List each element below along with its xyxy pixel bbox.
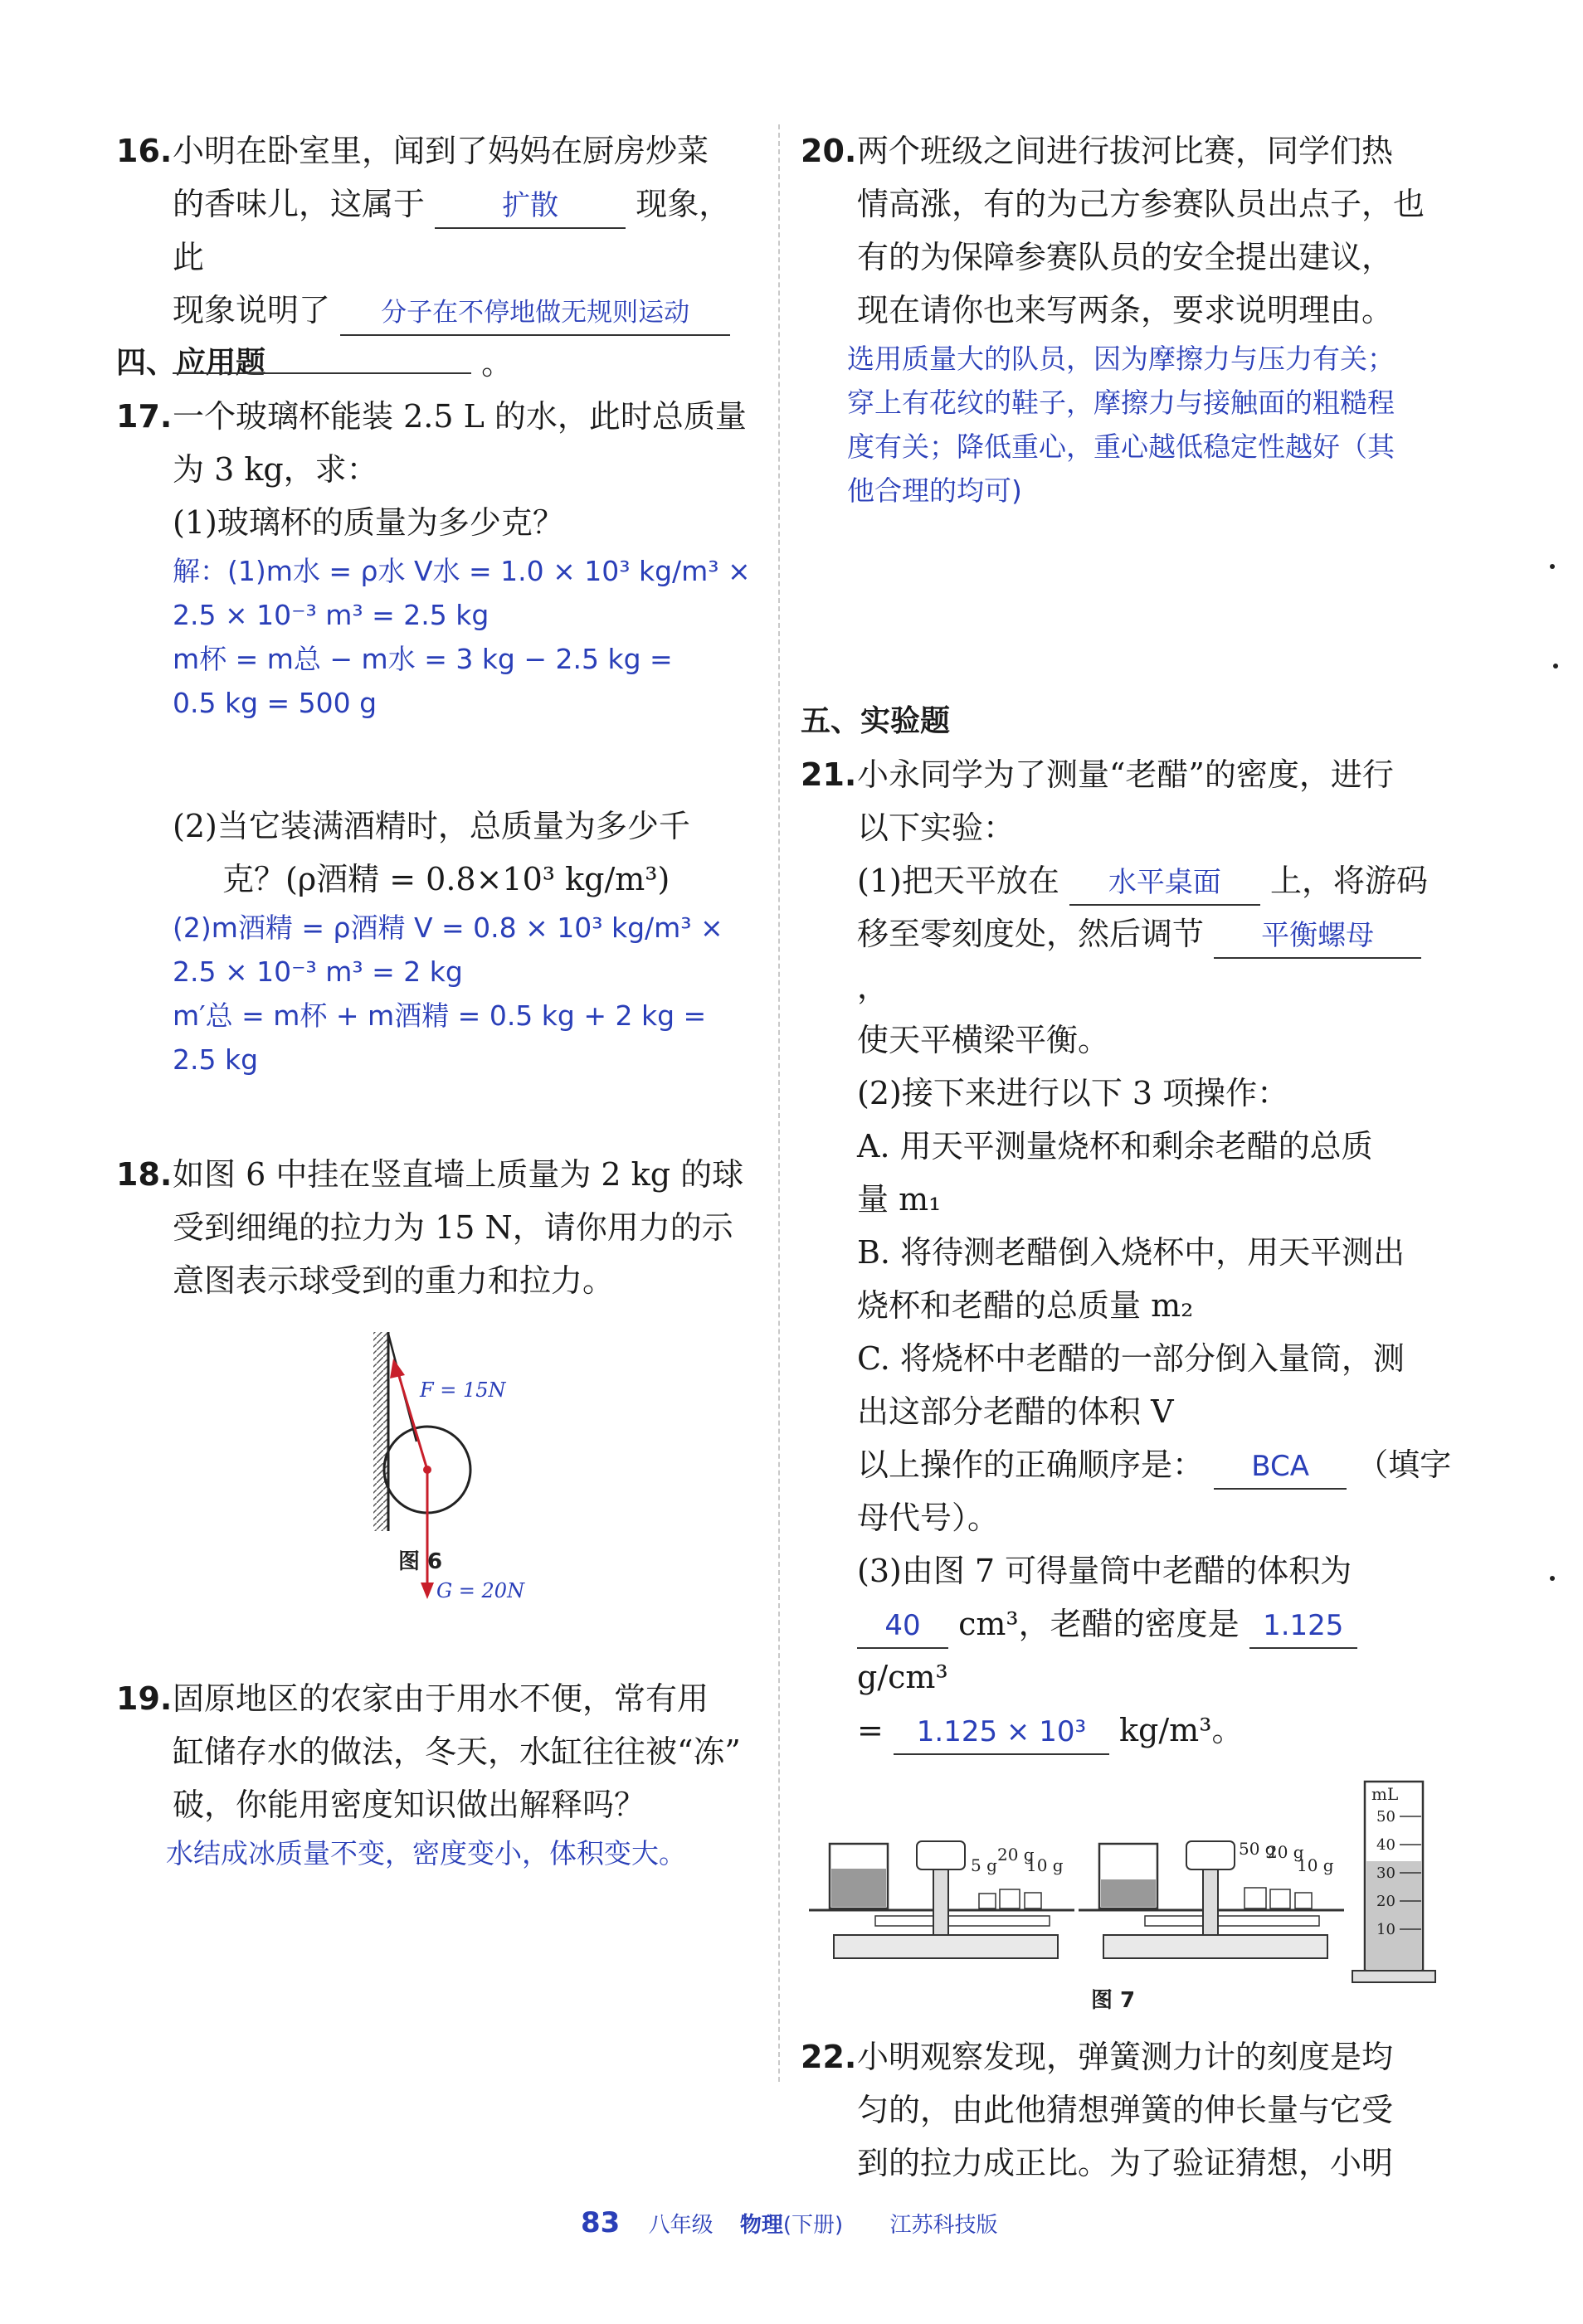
question-text: [173, 177, 755, 284]
weight: [1000, 1889, 1020, 1908]
question-text: 使天平横梁平衡。: [857, 1022, 1110, 1058]
balance-2: [1079, 1839, 1344, 1958]
question-text: [173, 337, 755, 390]
question-text: 小永同学为了测量“老醋”的密度，进行: [857, 756, 1394, 793]
figure-7-diagram: [801, 1773, 1456, 2014]
question-text: [857, 1438, 1456, 1491]
question-number: 20.: [801, 133, 857, 169]
answer-blank: BCA: [1214, 1445, 1347, 1490]
question-number: 19.: [116, 1680, 173, 1717]
question-text: （填字: [1357, 1446, 1452, 1483]
question-text: 母代号）。: [857, 1500, 1000, 1536]
footer-grade: 八年级: [648, 2213, 714, 2238]
question-22: [801, 2030, 1456, 2190]
weight: [1025, 1893, 1041, 1908]
question-text: 情高涨，有的为己方参赛队员出点子，也: [857, 186, 1425, 222]
force-g-label: G = 20N: [436, 1579, 525, 1602]
footer-subject-name: 物理: [739, 2213, 783, 2238]
footer-subject: [740, 2213, 863, 2238]
footer-volume: (下册): [782, 2213, 844, 2238]
question-20: [801, 124, 1456, 513]
balance-indicator: [917, 1841, 965, 1869]
answer-line: 2.5 × 10⁻³ m³ = 2.5 kg: [173, 599, 490, 631]
answer-blank: 1.125: [1249, 1604, 1357, 1649]
section-heading: 五、实验题: [801, 704, 951, 738]
balance-indicator: [1186, 1841, 1235, 1869]
footer-publisher: 江苏科技版: [889, 2213, 998, 2238]
question-text: 以上操作的正确顺序是：: [857, 1446, 1205, 1483]
center-point: [423, 1466, 431, 1474]
answer-blank: 扩散: [435, 184, 626, 229]
balance-base: [834, 1935, 1058, 1958]
answer-text: 水结成冰质量不变，密度变小，体积变大。: [166, 1837, 686, 1869]
page-number: 83: [581, 2206, 621, 2239]
answer-line: m杯 = m总 − m水 = 3 kg − 2.5 kg =: [173, 643, 673, 675]
balance-pillar: [933, 1865, 948, 1935]
question-part: 克？(ρ酒精 = 0.8×10³ kg/m³): [222, 861, 670, 897]
question-text: 为 3 kg，求：: [173, 451, 378, 488]
question-number: 16.: [116, 133, 173, 169]
question-part: (2)当它装满酒精时，总质量为多少千: [173, 808, 690, 844]
answer-blank: 40: [857, 1604, 948, 1649]
force-f-arrowhead: [390, 1359, 405, 1378]
balance-pillar: [1203, 1865, 1218, 1935]
question-text: 现象说明了: [173, 292, 331, 328]
question-text: 上，将游码: [1270, 863, 1429, 899]
question-text: 匀的，由此他猜想弹簧的伸长量与它受: [857, 2092, 1394, 2128]
section-heading: 四、应用题: [116, 346, 266, 380]
answer-block-2: [173, 906, 755, 1082]
question-text: [173, 284, 755, 337]
question-text: 以下实验：: [857, 810, 1016, 846]
question-text: g/cm³: [857, 1659, 948, 1695]
force-f-label: F = 15N: [420, 1378, 506, 1402]
weight-label: 5 g: [971, 1855, 997, 1875]
question-text: 破，你能用密度知识做出解释吗？: [173, 1787, 646, 1823]
answer-line: 选用质量大的队员，因为摩擦力与压力有关；: [847, 343, 1395, 375]
question-text: 意图表示球受到的重力和拉力。: [173, 1262, 615, 1299]
answer-line: 他合理的均可): [847, 474, 1022, 507]
question-21: [801, 748, 1456, 2014]
question-number: 18.: [116, 1156, 173, 1193]
question-part: (1)玻璃杯的质量为多少克？: [173, 504, 564, 541]
question-text: [857, 854, 1456, 907]
answer-line: 2.5 kg: [173, 1043, 259, 1076]
question-number: 17.: [116, 398, 173, 435]
figure-6-label: 图 6: [398, 1549, 443, 1574]
question-text: (2)接下来进行以下 3 项操作：: [857, 1075, 1289, 1111]
balance-1: [809, 1841, 1074, 1958]
question-text: (1)把天平放在: [857, 863, 1059, 899]
column-divider: [778, 124, 780, 2082]
cylinder-tick-label: 10: [1376, 1921, 1395, 1938]
answer-line: 度有关；降低重心，重心越低稳定性越好（其: [847, 430, 1395, 463]
question-text: 小明观察发现，弹簧测力计的刻度是均: [857, 2039, 1394, 2075]
question-text: 固原地区的农家由于用水不便，常有用: [173, 1680, 709, 1717]
weight-label: 10 g: [1297, 1855, 1334, 1875]
left-column: [116, 124, 755, 1875]
weight: [979, 1894, 996, 1908]
weight-label: 10 g: [1026, 1855, 1064, 1875]
question-text: (3)由图 7 可得量筒中老醋的体积为: [857, 1553, 1352, 1589]
question-text: 缸储存水的做法，冬天，水缸往往被“冻”: [173, 1733, 741, 1770]
cylinder-foot: [1352, 1971, 1435, 1982]
answer-blank: 分子在不停地做无规则运动: [340, 291, 730, 336]
question-text: 现象，此: [173, 186, 731, 275]
beaker-liquid: [831, 1869, 886, 1907]
weight: [1295, 1893, 1312, 1908]
weight: [1244, 1888, 1266, 1908]
question-text: [857, 1597, 1456, 1704]
question-text: 受到细绳的拉力为 15 N，请你用力的示: [173, 1209, 733, 1246]
answer-blank-empty: [173, 372, 471, 374]
answer-blank: 平衡螺母: [1214, 914, 1421, 959]
cylinder-tick-label: 30: [1376, 1865, 1395, 1882]
question-text: =: [857, 1712, 884, 1748]
option-text: C. 将烧杯中老醋的一部分倒入量筒，测: [857, 1340, 1405, 1377]
question-text: cm³，老醋的密度是: [958, 1606, 1240, 1642]
question-text: [857, 1704, 1456, 1757]
question-text: 移至零刻度处，然后调节: [857, 916, 1205, 952]
question-text: ，: [857, 969, 889, 1005]
option-text: A. 用天平测量烧杯和剩余老醋的总质: [857, 1128, 1373, 1164]
question-text: 如图 6 中挂在竖直墙上质量为 2 kg 的球: [173, 1156, 744, 1193]
answer-line: (2)m酒精 = ρ酒精 V = 0.8 × 10³ kg/m³ ×: [173, 912, 723, 944]
page-footer: [581, 2206, 1017, 2239]
question-text: 小明在卧室里，闻到了妈妈在厨房炒菜: [173, 133, 709, 169]
force-g-arrowhead: [421, 1583, 434, 1599]
question-text: 有的为保障参赛队员的安全提出建议，: [857, 239, 1394, 275]
balance-scale-bar: [1145, 1916, 1319, 1926]
answer-block: [801, 337, 1456, 513]
question-18: [116, 1148, 755, 1622]
figure-6-diagram: [357, 1324, 622, 1622]
answer-blank: 水平桌面: [1069, 861, 1260, 906]
question-text: kg/m³。: [1119, 1712, 1244, 1748]
cylinder-tick-label: 50: [1376, 1808, 1395, 1826]
right-column: [801, 124, 1456, 2190]
answer-blank: 1.125 × 10³: [894, 1710, 1109, 1755]
answer-block-1: [173, 549, 755, 725]
page-mark: [1550, 564, 1555, 569]
page-mark: [1553, 664, 1558, 669]
option-text: B. 将待测老醋倒入烧杯中，用天平测出: [857, 1234, 1405, 1271]
wall-hatching: [373, 1332, 388, 1531]
weight: [1270, 1889, 1290, 1908]
balance-scale-bar: [875, 1916, 1050, 1926]
answer-line: 2.5 × 10⁻³ m³ = 2 kg: [173, 955, 463, 988]
weight-label: 20 g: [1267, 1842, 1304, 1862]
option-text: 烧杯和老醋的总质量 m₂: [857, 1287, 1194, 1324]
question-text: [857, 907, 1456, 1014]
answer-line: 穿上有花纹的鞋子，摩擦力与接触面的粗糙程: [847, 387, 1395, 419]
beaker-liquid: [1101, 1879, 1156, 1907]
question-number: 21.: [801, 756, 857, 793]
weight-label: 50 g: [1239, 1839, 1276, 1859]
weight-label: 20 g: [997, 1845, 1035, 1865]
cylinder-tick-label: 40: [1376, 1836, 1395, 1854]
answer-line: 0.5 kg = 500 g: [173, 687, 377, 719]
question-17: [116, 390, 755, 1082]
question-number: 22.: [801, 2039, 857, 2075]
question-text: 一个玻璃杯能装 2.5 L 的水，此时总质量: [173, 398, 747, 435]
question-text: 的香味儿，这属于: [173, 186, 426, 222]
question-text: 。: [481, 345, 514, 382]
question-text: 到的拉力成正比。为了验证猜想，小明: [857, 2145, 1394, 2181]
answer-line: m′总 = m杯 + m酒精 = 0.5 kg + 2 kg =: [173, 999, 707, 1032]
balance-base: [1103, 1935, 1327, 1958]
answer-line: 解：(1)m水 = ρ水 V水 = 1.0 × 10³ kg/m³ ×: [173, 555, 751, 587]
question-text: 现在请你也来写两条，要求说明理由。: [857, 292, 1394, 328]
option-text: 量 m₁: [857, 1181, 942, 1218]
cylinder-tick-label: 20: [1376, 1893, 1395, 1910]
page-mark: [1550, 1576, 1555, 1581]
option-text: 出这部分老醋的体积 V: [857, 1393, 1174, 1430]
question-text: 两个班级之间进行拔河比赛，同学们热: [857, 133, 1394, 169]
cylinder-unit: mL: [1371, 1784, 1399, 1804]
figure-7-label: 图 7: [1091, 1988, 1136, 2013]
question-19: [116, 1672, 755, 1875]
graduated-cylinder: [1352, 1782, 1435, 1982]
